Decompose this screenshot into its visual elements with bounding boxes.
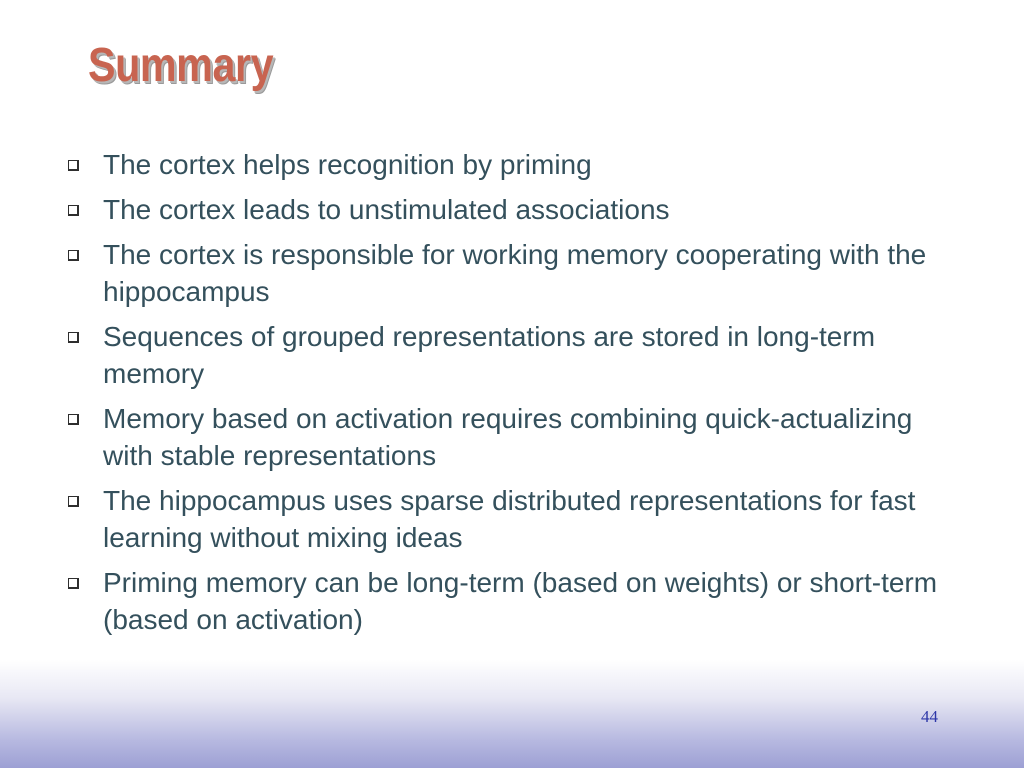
square-bullet-icon — [68, 414, 79, 425]
bullet-item — [68, 146, 938, 183]
square-bullet-icon — [68, 578, 79, 589]
bullet-text: Memory based on activation requires combining quick-actualizing with stable representations — [103, 403, 913, 471]
bullet-text: The cortex helps recognition by priming — [103, 149, 592, 180]
bullet-item — [68, 400, 938, 474]
bullet-text: Sequences of grouped representations are stored in long-term memory — [103, 321, 876, 389]
square-bullet-icon — [68, 332, 79, 343]
footer-gradient-band — [0, 660, 1024, 768]
slide-title: Summary — [88, 39, 274, 92]
square-bullet-icon — [68, 205, 79, 216]
bullet-text: The cortex is responsible for working memory cooperating with the hippocampus — [103, 239, 927, 307]
square-bullet-icon — [68, 496, 79, 507]
bullet-item — [68, 318, 938, 392]
bullet-text: The cortex leads to unstimulated associations — [103, 194, 670, 225]
bullet-item — [68, 236, 938, 310]
bullet-list — [68, 146, 938, 646]
bullet-text: The hippocampus uses sparse distributed representations for fast learning without mixing ideas — [103, 485, 916, 553]
bullet-item — [68, 191, 938, 228]
bullet-item — [68, 564, 938, 638]
square-bullet-icon — [68, 160, 79, 171]
page-number: 44 — [921, 707, 938, 726]
bullet-item — [68, 482, 938, 556]
bullet-text: Priming memory can be long-term (based on weights) or short-term (based on activation) — [103, 567, 938, 635]
square-bullet-icon — [68, 250, 79, 261]
